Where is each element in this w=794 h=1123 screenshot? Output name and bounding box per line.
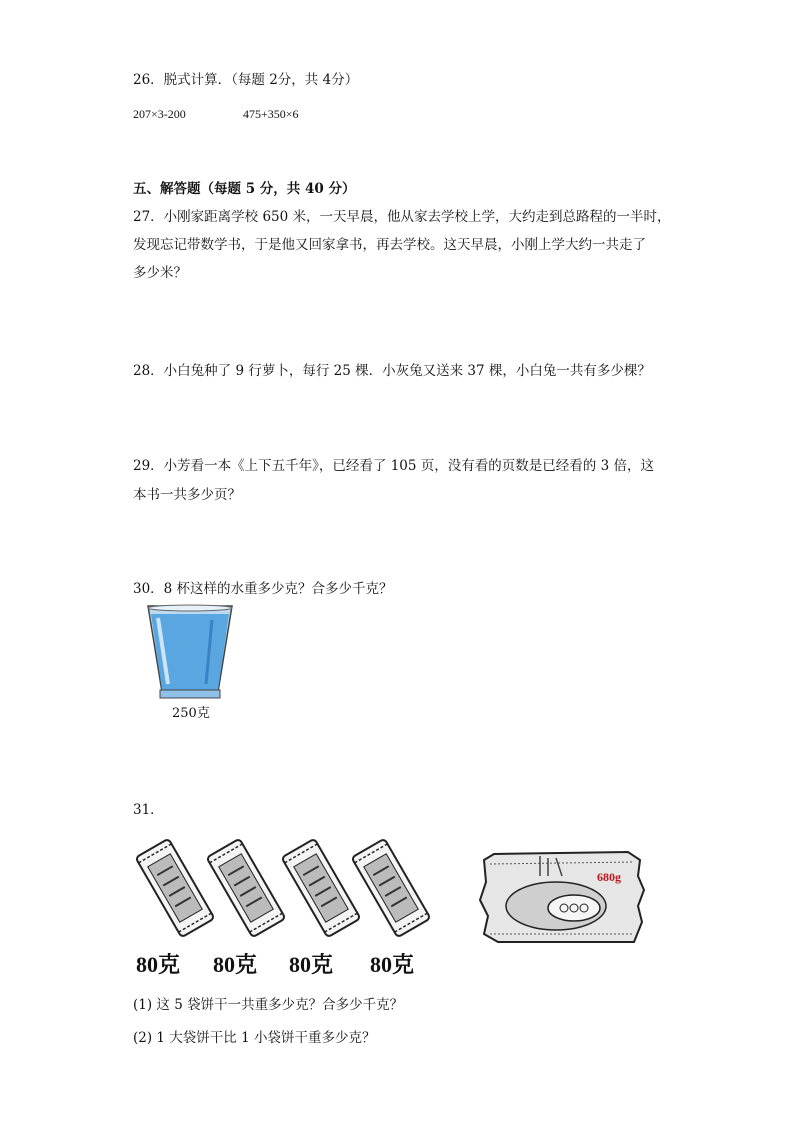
q31-number: 31． — [133, 802, 164, 818]
q27-line-1: 27．小刚家距离学校 650 米，一天早晨，他从家去学校上学，大约走到总路程的一半时， — [133, 209, 671, 225]
q26-heading: 26．脱式计算．（每题 2分，共 4分） — [133, 72, 359, 88]
q29-line-2: 本书一共多少页？ — [133, 487, 241, 503]
small-bag-weight-4: 80克 — [370, 952, 415, 977]
q27-line-3: 多少米？ — [133, 265, 187, 281]
small-biscuit-bag-image — [134, 838, 216, 938]
small-biscuit-bag-image — [205, 838, 287, 938]
q31-subquestion-1: (1) 这 5 袋饼干一共重多少克？合多少千克？ — [133, 997, 404, 1013]
small-bag-weight-1: 80克 — [136, 952, 181, 977]
q31-subquestion-2: (2) 1 大袋饼干比 1 小袋饼干重多少克？ — [133, 1030, 376, 1046]
q27-line-2: 发现忘记带数学书，于是他又回家拿书，再去学校。这天早晨，小刚上学大约一共走了 — [133, 237, 646, 253]
small-bag-weight-3: 80克 — [289, 952, 334, 977]
q29-line-1: 29．小芳看一本《上下五千年》，已经看了 105 页，没有看的页数是已经看的 3 倍，这 — [133, 458, 654, 474]
q28-text: 28．小白兔种了 9 行萝卜，每行 25 棵．小灰兔又送来 37 棵，小白兔一共有多少棵？ — [133, 363, 651, 379]
q26-expression-1: 207×3-200 — [133, 107, 186, 121]
glass-weight-label: 250克 — [172, 706, 210, 721]
section-5-heading: 五、解答题（每题 5 分，共 40 分） — [133, 181, 356, 197]
small-biscuit-bag-image — [350, 838, 432, 938]
small-bag-weight-2: 80克 — [213, 952, 258, 977]
large-biscuit-bag-image — [478, 846, 646, 948]
q30-text: 30．8 杯这样的水重多少克？合多少千克？ — [133, 581, 393, 597]
q26-expression-2: 475+350×6 — [243, 107, 299, 121]
water-glass-image — [146, 604, 234, 700]
large-bag-weight-label: 680g — [597, 870, 621, 884]
